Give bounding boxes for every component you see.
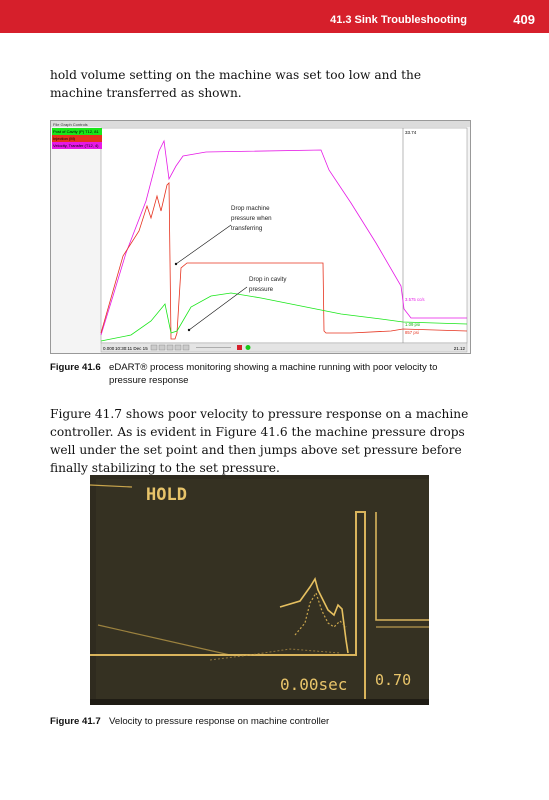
annotation-machine-drop-line2: pressure when <box>231 215 272 222</box>
paragraph-analysis: Figure 41.7 shows poor velocity to pressure response on a machine controller. As is evident in Figure 41.6 the machine pressure drops well under the set point and then jumps above set pressure before finally stabilizing to the set pressure. <box>50 407 469 475</box>
controller-photo <box>90 475 429 705</box>
run-icon[interactable] <box>246 345 251 350</box>
controller-display <box>90 475 429 705</box>
caption-label: Figure 41.7 <box>50 716 101 727</box>
edart-screenshot <box>50 120 471 354</box>
annotation-machine-drop-line3: transferring <box>231 225 263 232</box>
nav-first-button[interactable] <box>151 345 157 350</box>
status-right: 21.12 <box>453 346 465 351</box>
annotation-machine-drop-line1: Drop machine <box>231 205 270 212</box>
hold-label: HOLD <box>146 485 187 505</box>
paragraph-intro: hold volume setting on the machine was set too low and the machine transferred as shown. <box>50 68 422 100</box>
legend-machine[interactable]: Injection (M) <box>52 135 102 142</box>
nav-prev-button[interactable] <box>159 345 165 350</box>
stop-icon[interactable] <box>237 345 242 350</box>
legend-velocity[interactable]: Velocity, Transfer (T12, 4) <box>52 142 102 149</box>
page-number: 409 <box>513 12 535 27</box>
time-readout: 0.00sec <box>280 675 348 694</box>
cavity-readout: 1.09 psi <box>405 322 421 327</box>
status-date: 10:30:11 Dec 15 <box>115 346 148 351</box>
value-readout: 0.70 <box>375 671 412 689</box>
menu-bar: File Graph Controls <box>53 122 88 127</box>
machine-readout: 857 psi <box>405 330 419 335</box>
caption-text: Velocity to pressure response on machine controller <box>109 716 330 727</box>
page-header <box>0 0 549 33</box>
caption-label: Figure 41.6 <box>50 362 101 373</box>
edart-plot <box>51 121 470 353</box>
nav-last-button[interactable] <box>175 345 181 350</box>
velocity-readout: 3.575 cc/s <box>405 297 425 302</box>
status-left: 0.000 <box>103 346 115 351</box>
caption-text: eDART® process monitoring showing a machine running with poor velocity to pressure response <box>109 362 438 386</box>
annotation-cavity-drop-line2: pressure <box>249 286 274 293</box>
annotation-cavity-drop-line1: Drop in cavity <box>249 276 287 283</box>
nav-next-button[interactable] <box>167 345 173 350</box>
zoom-button[interactable] <box>183 345 189 350</box>
section-title: 41.3 Sink Troubleshooting <box>330 14 467 26</box>
legend-cavity[interactable]: Post of Cavity (P) T12, 81 <box>52 128 102 135</box>
top-right-value: 33.74 <box>405 130 417 135</box>
